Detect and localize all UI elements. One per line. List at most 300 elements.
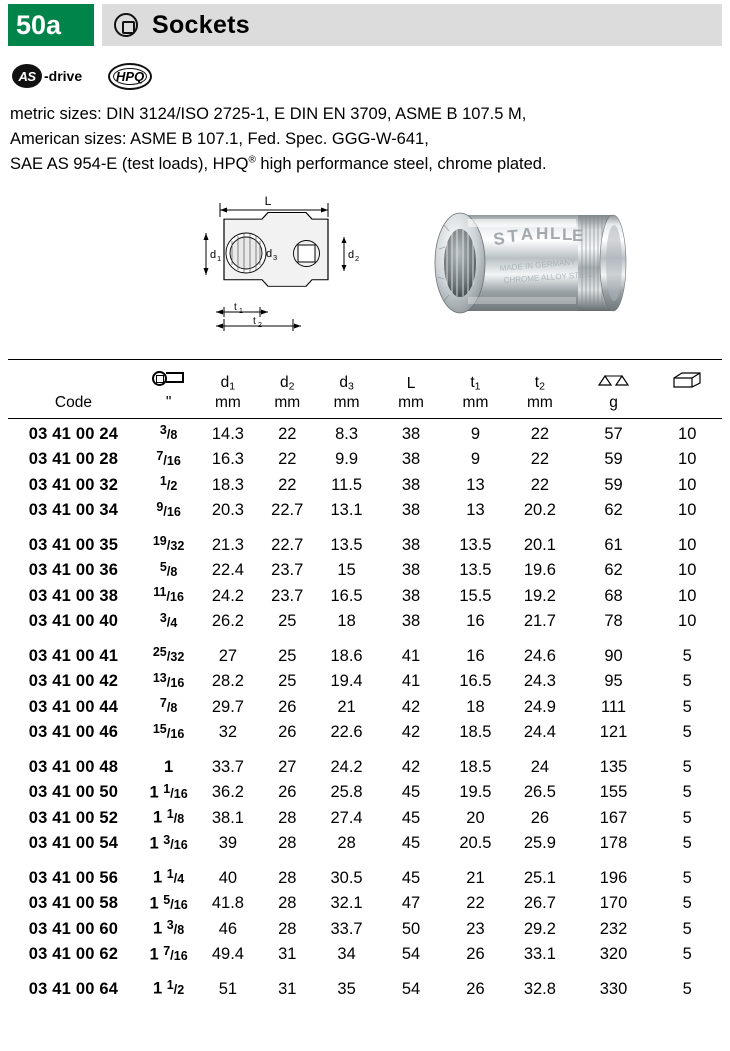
cell-d1: 24.2 (211, 586, 244, 605)
table-row[interactable] (8, 418, 722, 444)
cell-code: 03 41 00 41 (28, 646, 119, 665)
cell-t2: 26.7 (523, 894, 556, 913)
svg-text:d: d (348, 249, 355, 262)
cell-d3: 35 (337, 979, 356, 998)
cell-d1: 22.4 (211, 561, 244, 580)
cell-d2: 22.7 (271, 535, 304, 554)
table-row[interactable] (8, 691, 722, 717)
cell-pack: 5 (682, 646, 692, 665)
cell-d3: 16.5 (330, 586, 363, 605)
socket-drive-icon (152, 371, 186, 388)
cell-t1: 18.5 (459, 723, 492, 742)
cell-weight: 135 (599, 757, 628, 776)
cell-pack: 5 (682, 919, 692, 938)
cell-t2: 29.2 (523, 919, 556, 938)
cell-length: 41 (401, 646, 421, 665)
row-group-spacer (8, 964, 722, 973)
page-title-bar (102, 4, 722, 46)
svg-text:d: d (266, 248, 273, 261)
cell-d3: 34 (337, 945, 356, 964)
table-row[interactable] (8, 606, 722, 632)
cell-weight: 170 (599, 894, 628, 913)
cell-weight: 111 (600, 697, 627, 716)
table-row[interactable] (8, 469, 722, 495)
cell-t2: 21.7 (523, 612, 556, 631)
cell-d3: 18.6 (330, 646, 363, 665)
cell-d2: 25 (278, 646, 297, 665)
cell-code: 03 41 00 48 (28, 757, 119, 776)
svg-text:1: 1 (217, 254, 222, 264)
row-group-spacer (8, 520, 722, 529)
svg-text:S: S (492, 229, 506, 250)
svg-text:MADE IN GERMANY: MADE IN GERMANY (499, 257, 576, 274)
cell-d3: 32.1 (330, 894, 363, 913)
cell-t1: 21 (466, 868, 485, 887)
cell-t2: 25.9 (523, 834, 556, 853)
cell-t2: 22 (530, 450, 550, 469)
cell-t1: 20.5 (459, 834, 492, 853)
cell-d2: 26 (278, 723, 297, 742)
cell-length: 42 (401, 697, 421, 716)
cell-weight: 62 (604, 561, 623, 580)
table-row[interactable] (8, 939, 722, 965)
cell-d1: 16.3 (211, 450, 244, 469)
cell-d3: 13.1 (330, 501, 363, 520)
registered-mark: ® (248, 154, 256, 166)
th-length: L (406, 374, 416, 392)
th-d2-unit: mm (274, 393, 301, 411)
cell-code: 03 41 00 60 (28, 919, 119, 938)
table-row[interactable] (8, 777, 722, 803)
svg-text:H: H (536, 224, 549, 244)
cell-drive-size: $^3$/8 (159, 423, 178, 443)
cell-code: 03 41 00 44 (28, 697, 119, 716)
cell-d1: 20.3 (211, 501, 244, 520)
cell-d1: 21.3 (211, 535, 244, 554)
cell-t2: 24 (530, 757, 550, 776)
table-row[interactable] (8, 888, 722, 914)
page-title: Sockets (152, 10, 250, 39)
specifications-table (8, 359, 722, 999)
cell-code: 03 41 00 35 (28, 535, 119, 554)
cell-drive-size: 1 $^1$/8 (152, 807, 185, 827)
svg-text:t: t (253, 316, 256, 328)
cell-t1: 13 (466, 475, 485, 494)
cell-length: 38 (401, 501, 421, 520)
cell-drive-size: $^{15}$/16 (152, 721, 185, 741)
cell-length: 50 (401, 919, 421, 938)
cell-d3: 9.9 (335, 450, 359, 469)
cell-d3: 13.5 (330, 535, 363, 554)
cell-drive-size: $^{25}$/32 (152, 645, 185, 665)
cell-drive-size: 1 $^1$/16 (149, 781, 188, 802)
svg-text:2: 2 (258, 322, 262, 330)
cell-t1: 26 (466, 945, 485, 964)
cell-length: 45 (401, 868, 421, 887)
cell-d3: 15 (337, 561, 356, 580)
cell-drive-size: 1 $^5$/16 (149, 892, 188, 913)
cell-t1: 18.5 (459, 757, 492, 776)
cell-length: 54 (401, 979, 421, 998)
table-row[interactable] (8, 495, 722, 521)
cell-length: 38 (401, 612, 421, 631)
cell-length: 38 (401, 450, 421, 469)
th-length-unit: mm (398, 393, 424, 411)
cell-length: 45 (401, 808, 421, 827)
cell-d3: 27.4 (330, 808, 363, 827)
table-head (8, 360, 722, 419)
cell-length: 42 (401, 757, 421, 776)
standards-line-3a: SAE AS 954-E (test loads), HPQ (10, 155, 249, 174)
cell-t1: 26 (466, 979, 485, 998)
table-row[interactable] (8, 555, 722, 581)
cell-weight: 167 (599, 808, 628, 827)
cell-code: 03 41 00 40 (28, 612, 119, 631)
cell-d1: 33.7 (211, 757, 244, 776)
cell-pack: 10 (678, 586, 697, 605)
cell-code: 03 41 00 36 (28, 561, 119, 580)
cell-d2: 25 (278, 672, 297, 691)
svg-text:CHROME ALLOY STEEL: CHROME ALLOY STEEL (503, 269, 595, 286)
row-group-spacer (8, 742, 722, 751)
cell-drive-size: $^9$/16 (156, 499, 181, 519)
cell-d2: 23.7 (271, 561, 304, 580)
table-row[interactable] (8, 973, 722, 999)
cell-d1: 18.3 (211, 475, 244, 494)
cell-drive-size: $^{11}$/16 (153, 585, 184, 605)
cell-d2: 26 (278, 697, 297, 716)
socket-dimension-drawing (198, 191, 388, 341)
socket-product-photo (408, 185, 668, 345)
cell-d1: 51 (218, 979, 238, 998)
cell-t2: 24.6 (523, 646, 556, 665)
cell-length: 45 (401, 783, 421, 802)
cell-length: 38 (401, 586, 421, 605)
badge-row (12, 60, 722, 92)
cell-d3: 11.5 (331, 475, 363, 494)
cell-weight: 78 (604, 612, 623, 631)
cell-code: 03 41 00 34 (28, 501, 119, 520)
socket-circle-icon (114, 13, 138, 37)
cell-t1: 9 (470, 424, 481, 443)
cell-pack: 5 (682, 757, 692, 776)
cell-d1: 26.2 (211, 612, 244, 631)
as-drive-mark: AS (12, 64, 42, 88)
cell-pack: 10 (678, 450, 697, 469)
cell-code: 03 41 00 46 (28, 723, 119, 742)
cell-pack: 10 (678, 561, 697, 580)
cell-t1: 15.5 (459, 586, 492, 605)
cell-length: 45 (401, 834, 421, 853)
cell-t2: 22 (530, 424, 550, 443)
table-body (8, 418, 722, 999)
cell-d1: 28.2 (211, 672, 244, 691)
cell-d2: 22.7 (271, 501, 304, 520)
cell-t1: 16 (466, 646, 485, 665)
th-drive-icon (139, 360, 198, 394)
table-row[interactable] (8, 913, 722, 939)
cell-weight: 68 (604, 586, 623, 605)
cell-t2: 24.9 (523, 697, 556, 716)
cell-pack: 5 (682, 945, 692, 964)
cell-d2: 22 (278, 424, 297, 443)
svg-text:2: 2 (355, 254, 360, 264)
cell-d1: 32 (218, 723, 238, 742)
cell-t2: 24.3 (523, 672, 556, 691)
cell-weight: 59 (604, 450, 623, 469)
cell-length: 54 (401, 945, 421, 964)
cell-d3: 33.7 (330, 919, 363, 938)
cell-d2: 28 (278, 894, 297, 913)
cell-d1: 27 (218, 646, 238, 665)
th-d1-unit: mm (215, 393, 241, 411)
cell-pack: 10 (678, 475, 697, 494)
cell-t2: 20.2 (523, 501, 556, 520)
cell-weight: 155 (599, 783, 628, 802)
cell-d2: 31 (278, 979, 297, 998)
cell-d1: 29.7 (211, 697, 244, 716)
cell-d1: 39 (218, 834, 238, 853)
table-row[interactable] (8, 580, 722, 606)
cell-length: 47 (401, 894, 421, 913)
hpq-label: HPQ (116, 68, 145, 84)
th-pack-unit (652, 394, 722, 419)
cell-d3: 22.6 (330, 723, 363, 742)
cell-pack: 5 (682, 868, 692, 887)
standards-text (10, 102, 722, 177)
cell-weight: 62 (604, 501, 623, 520)
cell-pack: 10 (678, 535, 697, 554)
cell-pack: 5 (682, 672, 692, 691)
svg-text:A: A (520, 224, 534, 245)
th-d2: $d_2$ (280, 374, 295, 393)
cell-pack: 10 (678, 424, 697, 443)
cell-d3: 19.4 (330, 672, 363, 691)
as-drive-badge (12, 64, 82, 88)
cell-d1: 46 (218, 919, 238, 938)
cell-drive-size: 1 $^3$/16 (149, 832, 188, 853)
th-code-blank (8, 360, 139, 394)
cell-d2: 22 (278, 475, 297, 494)
standards-line-3 (10, 152, 722, 177)
cell-drive-size: $^3$/4 (159, 610, 178, 630)
cell-d2: 31 (278, 945, 297, 964)
cell-d3: 8.3 (335, 424, 359, 443)
svg-text:L: L (550, 224, 561, 244)
cell-length: 38 (401, 475, 421, 494)
cell-length: 38 (401, 561, 421, 580)
cell-d3: 30.5 (330, 868, 363, 887)
cell-weight: 90 (604, 646, 623, 665)
table-row[interactable] (8, 751, 722, 777)
cell-d1: 14.3 (211, 424, 244, 443)
cell-weight: 95 (604, 672, 623, 691)
cell-d2: 27 (278, 757, 297, 776)
table-row[interactable] (8, 666, 722, 692)
table-row[interactable] (8, 862, 722, 888)
cell-weight: 61 (604, 535, 623, 554)
table-row[interactable] (8, 802, 722, 828)
svg-text:1: 1 (239, 308, 243, 316)
illustration-area (8, 185, 722, 355)
cell-drive-size: 1 $^3$/8 (152, 918, 185, 938)
cell-code: 03 41 00 32 (28, 475, 119, 494)
cell-t1: 18 (466, 697, 485, 716)
page-code: 50a (8, 4, 94, 46)
cell-length: 38 (401, 535, 421, 554)
cell-weight: 320 (599, 945, 628, 964)
cell-drive-size: $^7$/16 (156, 448, 181, 468)
svg-text:d: d (210, 249, 217, 262)
cell-t2: 22 (530, 475, 550, 494)
cell-d1: 41.8 (211, 894, 244, 913)
header-row-units (8, 394, 722, 419)
standards-line-2: American sizes: ASME B 107.1, Fed. Spec. GGG-W-641, (10, 130, 429, 149)
catalog-page (0, 4, 730, 999)
cell-t2: 19.2 (523, 586, 556, 605)
cell-t1: 19.5 (459, 783, 492, 802)
cell-t1: 22 (466, 894, 485, 913)
cell-code: 03 41 00 28 (28, 450, 119, 469)
cell-d2: 26 (278, 783, 297, 802)
th-d1: $d_1$ (220, 374, 236, 393)
cell-t2: 24.4 (523, 723, 556, 742)
th-weight-icon (575, 360, 653, 394)
svg-text:L: L (264, 194, 272, 209)
th-weight-unit: g (609, 393, 618, 411)
row-group-spacer (8, 853, 722, 862)
cell-drive-size: 1 $^1$/2 (152, 978, 185, 998)
svg-text:3: 3 (273, 253, 278, 263)
svg-text:L: L (562, 225, 573, 245)
cell-pack: 5 (682, 834, 692, 853)
svg-text:t: t (234, 302, 237, 314)
table-row[interactable] (8, 444, 722, 470)
cell-t2: 20.1 (523, 535, 556, 554)
cell-length: 42 (401, 723, 421, 742)
cell-d3: 28 (337, 834, 356, 853)
th-t2-unit: mm (526, 393, 553, 411)
cell-weight: 330 (599, 979, 628, 998)
cell-d2: 22 (278, 450, 297, 469)
cell-drive-size: $^7$/8 (159, 696, 178, 716)
cell-code: 03 41 00 52 (28, 808, 119, 827)
cell-weight: 178 (599, 834, 628, 853)
cell-d2: 25 (278, 612, 297, 631)
cell-t1: 23 (466, 919, 485, 938)
cell-drive-size: $^{19}$/32 (152, 534, 185, 554)
cell-code: 03 41 00 50 (28, 783, 119, 802)
th-t1: $t_1$ (470, 374, 481, 393)
table-row[interactable] (8, 828, 722, 854)
cell-drive-size: 1 $^1$/4 (152, 867, 185, 887)
cell-pack: 5 (682, 783, 692, 802)
table-row[interactable] (8, 640, 722, 666)
cell-code: 03 41 00 54 (28, 834, 119, 853)
th-t1-unit: mm (462, 393, 489, 411)
cell-weight: 232 (599, 919, 628, 938)
cell-t1: 13 (466, 501, 485, 520)
cell-d1: 40 (218, 868, 238, 887)
cell-d3: 18 (337, 612, 356, 631)
th-drive-unit: " (165, 393, 172, 411)
cell-t2: 32.8 (523, 979, 556, 998)
cell-t2: 19.6 (523, 561, 556, 580)
header-row-symbols (8, 360, 722, 394)
cell-code: 03 41 00 24 (28, 424, 119, 443)
cell-pack: 5 (682, 808, 692, 827)
th-d3-unit: mm (333, 393, 360, 411)
cell-weight: 121 (599, 723, 628, 742)
cell-length: 41 (401, 672, 421, 691)
th-d3: $d_3$ (339, 374, 354, 393)
cell-d2: 28 (278, 868, 297, 887)
cell-length: 38 (401, 424, 421, 443)
hpq-badge (108, 63, 152, 90)
page-header (8, 4, 722, 46)
table-row[interactable] (8, 529, 722, 555)
cell-t1: 13.5 (459, 535, 492, 554)
cell-weight: 59 (604, 475, 623, 494)
cell-drive-size: 1 (163, 757, 174, 776)
cell-t2: 26.5 (523, 783, 556, 802)
cell-d2: 28 (278, 834, 297, 853)
cell-d3: 21 (337, 697, 356, 716)
cell-t2: 25.1 (523, 868, 556, 887)
cell-d3: 25.8 (330, 783, 363, 802)
as-drive-label: -drive (44, 68, 83, 84)
cell-d1: 38.1 (211, 808, 244, 827)
cell-t1: 16.5 (459, 672, 492, 691)
standards-line-1: metric sizes: DIN 3124/ISO 2725-1, E DIN EN 3709, ASME B 107.5 M, (10, 105, 527, 123)
svg-text:T: T (506, 226, 519, 247)
cell-pack: 10 (678, 612, 697, 631)
cell-pack: 10 (678, 501, 697, 520)
cell-code: 03 41 00 64 (28, 979, 119, 998)
cell-pack: 5 (682, 697, 692, 716)
cell-t2: 33.1 (523, 945, 556, 964)
th-pack-icon (652, 360, 722, 394)
th-t2: $t_2$ (534, 374, 545, 393)
th-code-label: Code (54, 393, 92, 411)
cell-d1: 36.2 (211, 783, 244, 802)
box-icon (672, 372, 702, 388)
cell-d2: 23.7 (271, 586, 304, 605)
cell-d2: 28 (278, 808, 297, 827)
cell-t2: 26 (530, 808, 550, 827)
cell-code: 03 41 00 62 (28, 945, 119, 964)
cell-code: 03 41 00 58 (28, 894, 119, 913)
cell-d3: 24.2 (330, 757, 363, 776)
cell-code: 03 41 00 56 (28, 868, 119, 887)
cell-pack: 5 (682, 979, 692, 998)
cell-weight: 57 (604, 424, 623, 443)
cell-drive-size: $^5$/8 (159, 559, 178, 579)
cell-t1: 9 (470, 450, 481, 469)
scale-icon (597, 373, 631, 388)
cell-t1: 20 (466, 808, 485, 827)
cell-code: 03 41 00 38 (28, 586, 119, 605)
cell-code: 03 41 00 42 (28, 672, 119, 691)
cell-pack: 5 (682, 894, 692, 913)
table-row[interactable] (8, 717, 722, 743)
cell-t1: 13.5 (459, 561, 492, 580)
row-group-spacer (8, 631, 722, 640)
cell-drive-size: $^1$/2 (159, 474, 178, 494)
cell-drive-size: $^{13}$/16 (152, 670, 185, 690)
cell-pack: 5 (682, 723, 692, 742)
standards-line-3b: high performance steel, chrome plated. (255, 155, 547, 174)
